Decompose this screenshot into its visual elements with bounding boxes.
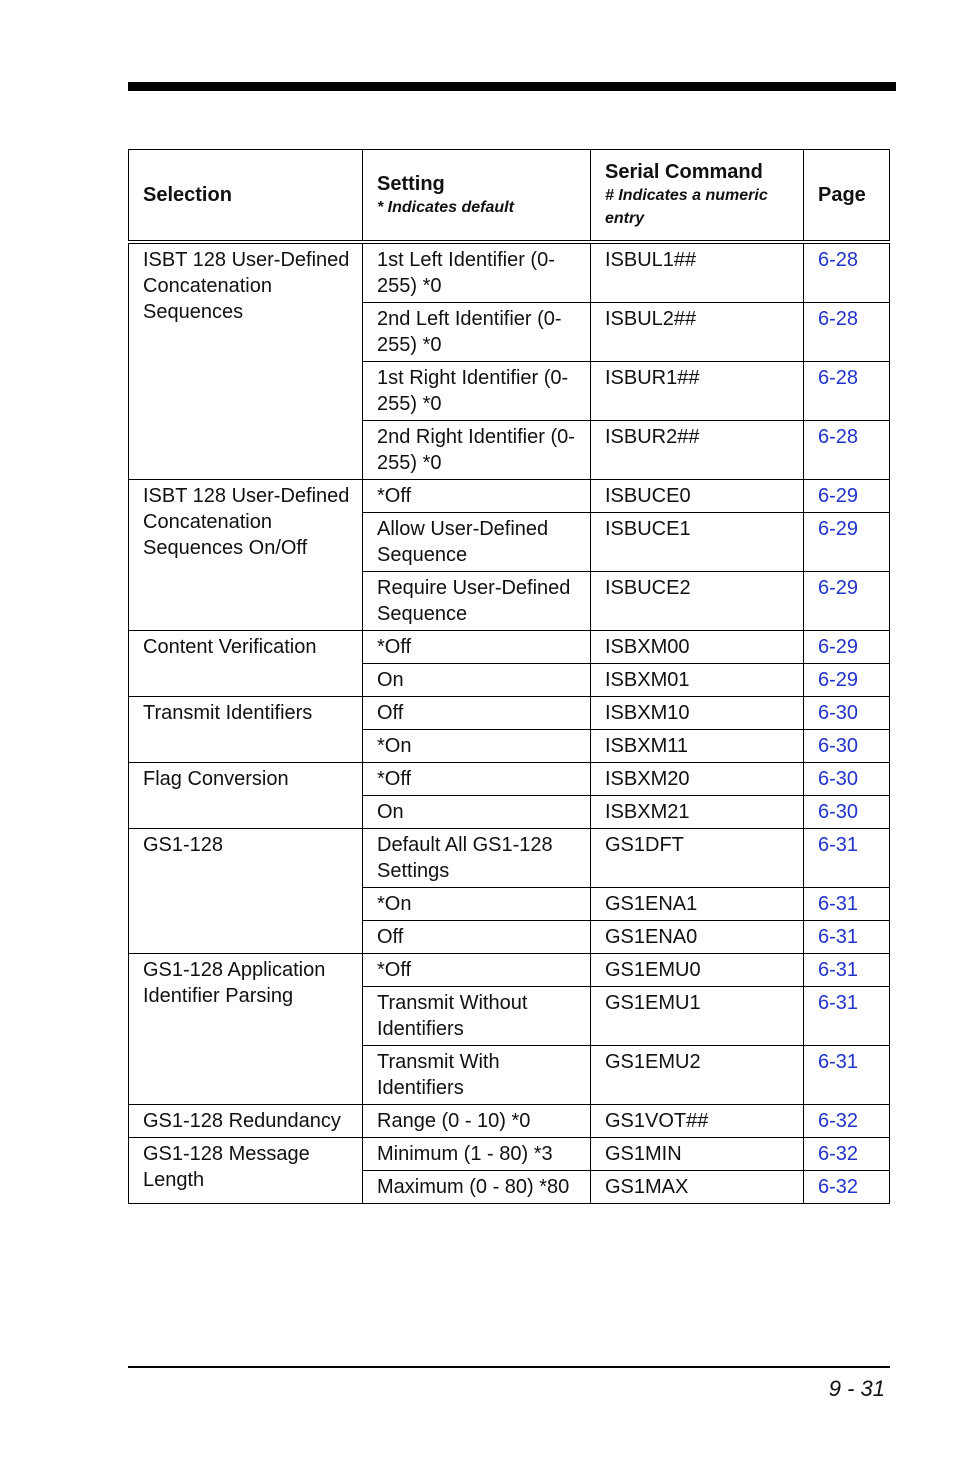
serial-command-cell: ISBXM10	[591, 697, 804, 730]
table-body	[129, 242, 890, 1204]
serial-command-cell: ISBUR2##	[591, 421, 804, 480]
page-link[interactable]: 6-29	[818, 577, 859, 599]
setting-cell: *On	[363, 730, 591, 763]
serial-command-cell: ISBXM21	[591, 796, 804, 829]
serial-command-cell: GS1DFT	[591, 829, 804, 888]
page-link[interactable]: 6-28	[818, 367, 859, 389]
selection-cell: ISBT 128 User-Defined Concatenation Sequences On/Off	[129, 480, 363, 631]
page-cell	[804, 513, 890, 572]
table-row	[129, 1105, 890, 1138]
header-serial-command	[591, 150, 804, 243]
setting-cell: 1st Left Identifier (0-255) *0	[363, 242, 591, 303]
setting-cell: *Off	[363, 954, 591, 987]
setting-cell: On	[363, 796, 591, 829]
setting-cell: Allow User-Defined Sequence	[363, 513, 591, 572]
table-row	[129, 480, 890, 513]
page-cell	[804, 921, 890, 954]
header-setting-note: * Indicates default	[377, 198, 514, 216]
serial-command-cell: ISBUCE0	[591, 480, 804, 513]
serial-command-cell: GS1VOT##	[591, 1105, 804, 1138]
serial-command-cell: ISBXM11	[591, 730, 804, 763]
page-cell	[804, 362, 890, 421]
serial-command-cell: ISBXM20	[591, 763, 804, 796]
serial-command-cell: GS1EMU1	[591, 987, 804, 1046]
selection-cell: GS1-128 Message Length	[129, 1138, 363, 1204]
setting-cell: Minimum (1 - 80) *3	[363, 1138, 591, 1171]
page-cell	[804, 987, 890, 1046]
page-link[interactable]: 6-31	[818, 893, 859, 915]
page-link[interactable]: 6-32	[818, 1110, 859, 1132]
page-link[interactable]: 6-28	[818, 249, 859, 271]
serial-command-cell: ISBUL2##	[591, 303, 804, 362]
setting-cell: 2nd Right Identifier (0-255) *0	[363, 421, 591, 480]
page-link[interactable]: 6-31	[818, 992, 859, 1014]
setting-cell: Transmit Without Identifiers	[363, 987, 591, 1046]
page-link[interactable]: 6-31	[818, 926, 859, 948]
page-link[interactable]: 6-32	[818, 1176, 859, 1198]
page-cell	[804, 480, 890, 513]
setting-cell: 2nd Left Identifier (0-255) *0	[363, 303, 591, 362]
setting-cell: Transmit With Identifiers	[363, 1046, 591, 1105]
setting-cell: Range (0 - 10) *0	[363, 1105, 591, 1138]
setting-cell: Default All GS1-128 Settings	[363, 829, 591, 888]
table-row	[129, 954, 890, 987]
page-cell	[804, 1171, 890, 1204]
serial-command-cell: GS1EMU0	[591, 954, 804, 987]
page-cell	[804, 954, 890, 987]
page-link[interactable]: 6-29	[818, 636, 859, 658]
page-link[interactable]: 6-30	[818, 768, 859, 790]
serial-command-cell: ISBUCE2	[591, 572, 804, 631]
page-cell	[804, 242, 890, 303]
selection-cell: GS1-128 Redundancy	[129, 1105, 363, 1138]
setting-cell: *On	[363, 888, 591, 921]
page-link[interactable]: 6-29	[818, 669, 859, 691]
header-setting	[363, 150, 591, 243]
page-cell	[804, 631, 890, 664]
page-cell	[804, 1138, 890, 1171]
page-link[interactable]: 6-31	[818, 834, 859, 856]
serial-command-cell: GS1MIN	[591, 1138, 804, 1171]
setting-cell: *Off	[363, 763, 591, 796]
table-row	[129, 697, 890, 730]
page-cell	[804, 829, 890, 888]
page-link[interactable]: 6-29	[818, 518, 859, 540]
header-selection: Selection	[129, 150, 363, 243]
setting-cell: *Off	[363, 631, 591, 664]
header-serial-label: Serial Command	[605, 161, 763, 183]
setting-cell: Off	[363, 697, 591, 730]
page-cell	[804, 697, 890, 730]
page-link[interactable]: 6-28	[818, 308, 859, 330]
page-cell	[804, 421, 890, 480]
serial-command-cell: ISBXM00	[591, 631, 804, 664]
page-cell	[804, 664, 890, 697]
bottom-rule	[128, 1366, 890, 1368]
page-cell	[804, 1046, 890, 1105]
selection-cell: GS1-128	[129, 829, 363, 954]
serial-command-cell: GS1EMU2	[591, 1046, 804, 1105]
selection-cell: Content Verification	[129, 631, 363, 697]
page-cell	[804, 888, 890, 921]
page-cell	[804, 303, 890, 362]
setting-cell: Maximum (0 - 80) *80	[363, 1171, 591, 1204]
table-row	[129, 1138, 890, 1171]
table-row	[129, 829, 890, 888]
top-rule	[128, 82, 896, 91]
setting-cell: 1st Right Identifier (0-255) *0	[363, 362, 591, 421]
page-cell	[804, 763, 890, 796]
page-link[interactable]: 6-31	[818, 959, 859, 981]
serial-command-cell: ISBUR1##	[591, 362, 804, 421]
header-serial-note: # Indicates a numeric entry	[605, 187, 768, 227]
page-link[interactable]: 6-28	[818, 426, 859, 448]
selection-cell: ISBT 128 User-Defined Concatenation Sequences	[129, 242, 363, 480]
serial-command-cell: GS1ENA0	[591, 921, 804, 954]
header-setting-label: Setting	[377, 172, 445, 195]
setting-cell: Off	[363, 921, 591, 954]
table-row	[129, 763, 890, 796]
selection-cell: Flag Conversion	[129, 763, 363, 829]
page-link[interactable]: 6-31	[818, 1051, 859, 1073]
page-link[interactable]: 6-32	[818, 1143, 859, 1165]
serial-command-cell: ISBUCE1	[591, 513, 804, 572]
page-link[interactable]: 6-30	[818, 702, 859, 724]
menu-command-table	[128, 149, 890, 1204]
serial-command-cell: GS1MAX	[591, 1171, 804, 1204]
setting-cell: Require User-Defined Sequence	[363, 572, 591, 631]
page-link[interactable]: 6-30	[818, 801, 859, 823]
page-cell	[804, 572, 890, 631]
selection-cell: GS1-128 Application Identifier Parsing	[129, 954, 363, 1105]
header-page: Page	[804, 150, 890, 243]
page-link[interactable]: 6-30	[818, 735, 859, 757]
setting-cell: On	[363, 664, 591, 697]
page-number: 9 - 31	[828, 1376, 885, 1401]
page-link[interactable]: 6-29	[818, 485, 859, 507]
serial-command-cell: ISBUL1##	[591, 242, 804, 303]
page-cell	[804, 796, 890, 829]
serial-command-cell: ISBXM01	[591, 664, 804, 697]
table-row	[129, 631, 890, 664]
selection-cell: Transmit Identifiers	[129, 697, 363, 763]
page-cell	[804, 1105, 890, 1138]
table-row	[129, 242, 890, 303]
serial-command-cell: GS1ENA1	[591, 888, 804, 921]
page-cell	[804, 730, 890, 763]
setting-cell: *Off	[363, 480, 591, 513]
table-header-row	[129, 150, 890, 243]
